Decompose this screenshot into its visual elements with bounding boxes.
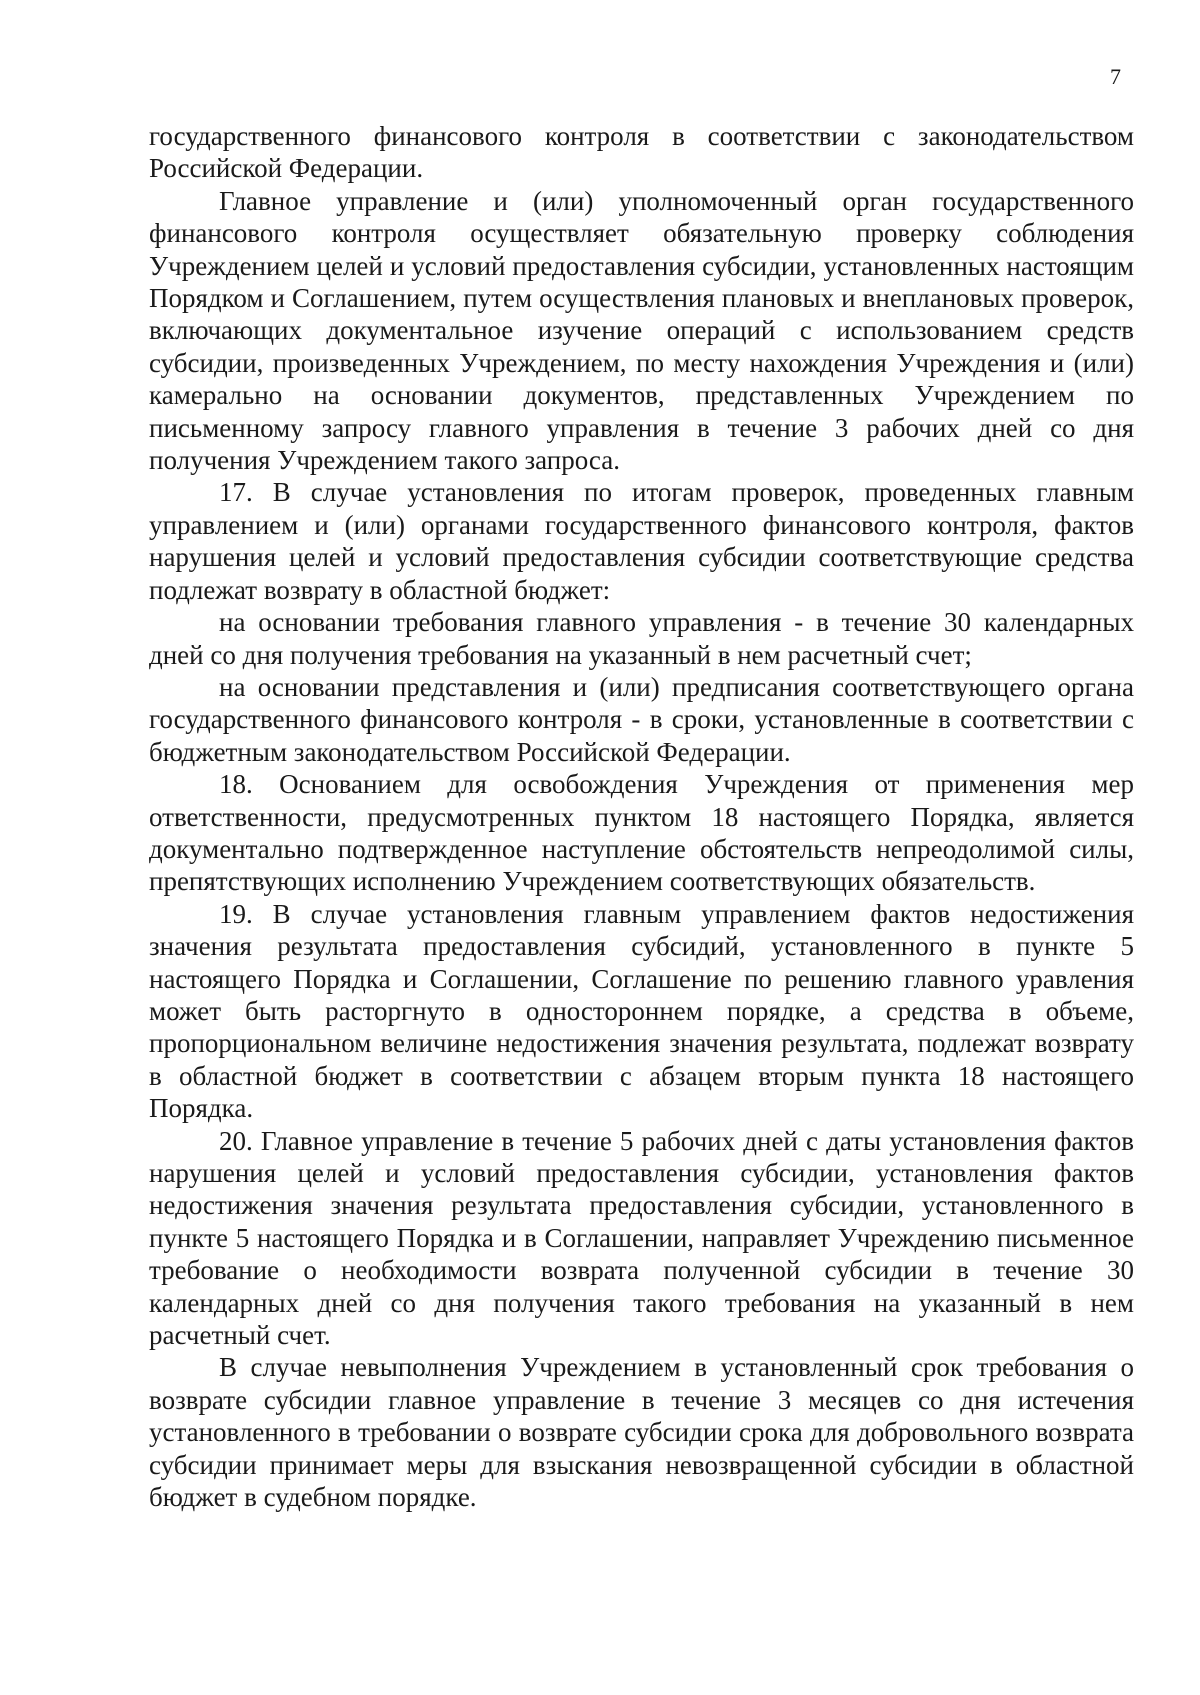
paragraph-continuation: государственного финансового контроля в соответствии с законодательством Российской Федерации. xyxy=(149,121,1134,184)
paragraph-item-17: 17. В случае установления по итогам проверок, проведенных главным управлением и (или) органами государственного финансового контроля, фактов нарушения целей и условий предоставления субсидии соответствующие средства подлежат возврату в областной бюджет: xyxy=(149,477,1134,605)
paragraph-item-18: 18. Основанием для освобождения Учреждения от применения мер ответственности, предусмотренных пунктом 18 настоящего Порядка, является документально подтвержденное наступление обстоятельств непреодолимой силы, препятствующих исполнению Учреждением соответствующих обязательств. xyxy=(149,769,1134,897)
page-number: 7 xyxy=(1110,64,1121,89)
document-body xyxy=(149,120,1134,1513)
paragraph-item-17-prescription: на основании представления и (или) предписания соответствующего органа государственного финансового контроля - в сроки, установленные в соответствии с бюджетным законодательством Российской Федерации. xyxy=(149,671,1134,767)
paragraph-failure-to-comply: В случае невыполнения Учреждением в установленный срок требования о возврате субсидии главное управление в течение 3 месяцев со дня истечения установленного в требовании о возврате субсидии срока для добровольного возврата субсидии принимает меры для взыскания невозвращенной субсидии в областной бюджет в судебном порядке. xyxy=(149,1352,1134,1513)
paragraph-control-check: Главное управление и (или) уполномоченный орган государственного финансового контроля осуществляет обязательную проверку соблюдения Учреждением целей и условий предоставления субсидии, установленных настоящим Порядком и Соглашением, путем осуществления плановых и внеплановых проверок, включающих документальное изучение операций с использованием средств субсидии, произведенных Учреждением, по месту нахождения Учреждения и (или) камерально на основании документов, представленных Учреждением по письменному запросу главного управления в течение 3 рабочих дней со дня получения Учреждением такого запроса. xyxy=(149,185,1134,476)
paragraph-item-20: 20. Главное управление в течение 5 рабочих дней с даты установления фактов нарушения целей и условий предоставления субсидии, установления фактов недостижения значения результата предоставления субсидии, установленного в пункте 5 настоящего Порядка и в Соглашении, направляет Учреждению письменное требование о необходимости возврата полученной субсидии в течение 30 календарных дней со дня получения такого требования на указанный в нем расчетный счет. xyxy=(149,1125,1134,1351)
paragraph-item-19: 19. В случае установления главным управлением фактов недостижения значения результата предоставления субсидий, установленного в пункте 5 настоящего Порядка и Соглашении, Соглашение по решению главного уравления может быть расторгнуто в одностороннем порядке, а средства в объеме, пропорциональном величине недостижения значения результата, подлежат возврату в областной бюджет в соответствии с абзацем вторым пункта 18 настоящего Порядка. xyxy=(149,898,1134,1124)
paragraph-item-17-requirement: на основании требования главного управления - в течение 30 календарных дней со дня получения требования на указанный в нем расчетный счет; xyxy=(149,607,1134,670)
